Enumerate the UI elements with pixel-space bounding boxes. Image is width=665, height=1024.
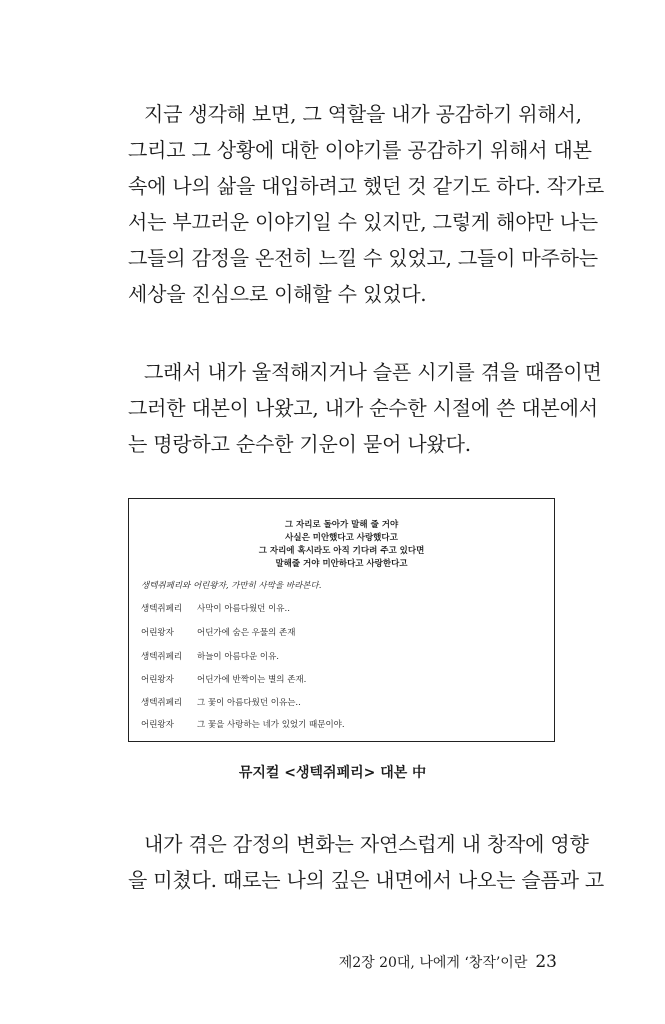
dialogue-text: 어딘가에 숨은 우물의 존재 [197,628,296,638]
dialogue-line [141,696,301,708]
paragraph-line: 속에 나의 삶을 대입하려고 했던 것 같기도 하다. 작가로 [128,174,605,198]
dialogue-text: 어딘가에 반짝이는 별의 존재. [197,675,307,685]
dialogue-line [141,626,295,638]
paragraph-line: 그들의 감정을 온전히 느낄 수 있었고, 그들이 마주하는 [128,246,598,270]
lyric-line: 그 자리로 돌아가 말해 줄 거야 [284,520,399,530]
body-paragraph-1 [128,96,605,312]
paragraph-line: 지금 생각해 보면, 그 역할을 내가 공감하기 위해서, [144,102,582,126]
paragraph-line: 그래서 내가 울적해지거나 슬픈 시기를 겪을 때쯤이면 [144,360,602,384]
speaker-name: 어린왕자 [141,628,174,638]
dialogue-text: 사막이 아름다웠던 이유.. [197,604,290,614]
speaker-name: 생텍쥐페리 [141,604,183,614]
dialogue-text: 하늘이 아름다운 이유. [197,652,280,662]
excerpt-caption: 뮤지컬 <생텍쥐페리> 대본 中 [238,765,427,781]
script-excerpt-box [128,498,555,742]
lyric-line: 그 자리에 혹시라도 아직 기다려 주고 있다면 [258,546,425,556]
dialogue-text: 그 꽃을 사랑하는 네가 있었기 때문이야. [197,720,345,730]
body-paragraph-3 [128,826,605,898]
dialogue-line [141,718,345,730]
paragraph-line: 그리고 그 상황에 대한 이야기를 공감하기 위해서 대본 [128,138,592,162]
song-lyrics [129,519,554,571]
speaker-name: 어린왕자 [141,675,174,685]
paragraph-line: 는 명랑하고 순수한 기운이 묻어 나왔다. [128,432,471,456]
chapter-title: 제2장 20대, 나에게 ‘창작’이란 [338,955,528,971]
lyric-line: 사실은 미안했다고 사랑했다고 [285,533,398,543]
stage-direction: 생텍쥐페리와 어린왕자, 가만히 사막을 바라본다. [141,581,322,591]
dialogue-line [141,650,279,662]
speaker-name: 어린왕자 [141,720,174,730]
dialogue-line [141,673,306,685]
body-paragraph-2 [128,354,602,462]
lyric-line: 말해줄 거야 미안하다고 사랑한다고 [275,559,408,569]
page-footer [339,952,557,972]
paragraph-line: 세상을 진심으로 이해할 수 있었다. [128,282,427,306]
paragraph-line: 을 미쳤다. 때로는 나의 깊은 내면에서 나오는 슬픔과 고 [128,868,605,892]
page-number: 23 [535,952,557,972]
speaker-name: 생텍쥐페리 [141,652,183,662]
paragraph-line: 그러한 대본이 나왔고, 내가 순수한 시절에 쓴 대본에서 [128,396,598,420]
dialogue-line [141,602,290,614]
dialogue-text: 그 꽃이 아름다웠던 이유는.. [197,698,301,708]
paragraph-line: 서는 부끄러운 이야기일 수 있지만, 그렇게 해야만 나는 [128,210,598,234]
paragraph-line: 내가 겪은 감정의 변화는 자연스럽게 내 창작에 영향 [144,832,589,856]
speaker-name: 생텍쥐페리 [141,698,183,708]
